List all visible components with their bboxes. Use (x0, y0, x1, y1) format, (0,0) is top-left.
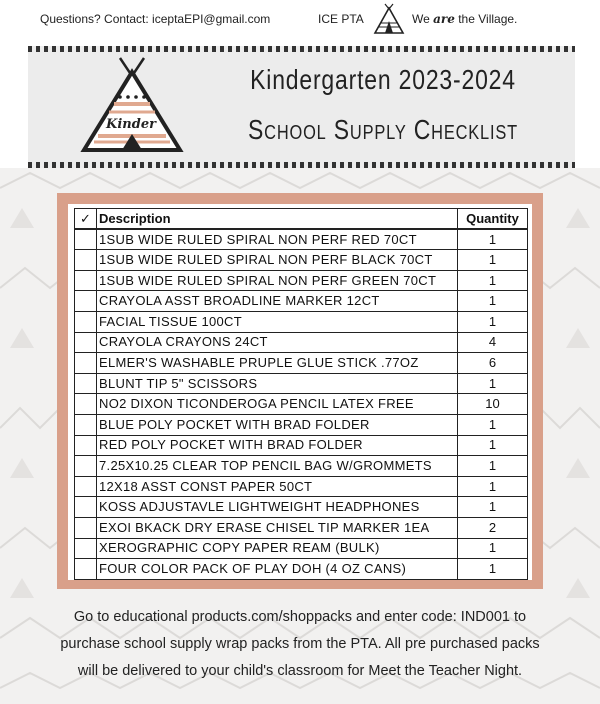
item-quantity: 1 (458, 229, 528, 250)
table-header-row (75, 209, 528, 230)
item-quantity: 1 (458, 497, 528, 518)
row-checkbox[interactable] (75, 373, 97, 394)
teepee-icon (372, 3, 406, 35)
row-checkbox[interactable] (75, 394, 97, 415)
row-checkbox[interactable] (75, 538, 97, 559)
row-checkbox[interactable] (75, 559, 97, 580)
page-subtitle: School Supply Checklist (248, 114, 518, 145)
table-row (75, 476, 528, 497)
row-checkbox[interactable] (75, 456, 97, 477)
table-row (75, 517, 528, 538)
table-row (75, 456, 528, 477)
item-description: ELMER'S WASHABLE PRUPLE GLUE STICK .77OZ (97, 353, 458, 374)
table-row (75, 250, 528, 271)
table-row (75, 435, 528, 456)
row-checkbox[interactable] (75, 476, 97, 497)
instructions-line-2: purchase school supply wrap packs from the PTA. All pre purchased packs (60, 636, 540, 652)
item-quantity: 2 (458, 517, 528, 538)
row-checkbox[interactable] (75, 270, 97, 291)
instructions-line-3: will be delivered to your child's classroom for Meet the Teacher Night. (77, 663, 523, 679)
item-description: FACIAL TISSUE 100CT (97, 311, 458, 332)
item-quantity: 1 (458, 270, 528, 291)
purchase-instructions (60, 604, 540, 685)
item-description: 7.25X10.25 CLEAR TOP PENCIL BAG W/GROMMETS (97, 456, 458, 477)
row-checkbox[interactable] (75, 291, 97, 312)
row-checkbox[interactable] (75, 517, 97, 538)
contact-bar (0, 0, 600, 40)
item-description: BLUNT TIP 5" SCISSORS (97, 373, 458, 394)
instructions-line-1: Go to educational products.com/shoppacks and enter code: IND001 to (73, 609, 527, 625)
pta-name: ICE PTA (318, 12, 364, 26)
contact-text: Questions? Contact: iceptaEPI@gmail.com (40, 12, 271, 26)
table-row (75, 394, 528, 415)
supply-checklist-table (74, 208, 528, 580)
title-banner (28, 46, 575, 168)
table-row (75, 270, 528, 291)
table-row (75, 414, 528, 435)
table-row (75, 353, 528, 374)
item-quantity: 10 (458, 394, 528, 415)
table-row (75, 497, 528, 518)
table-row (75, 538, 528, 559)
item-description: NO2 DIXON TICONDEROGA PENCIL LATEX FREE (97, 394, 458, 415)
item-quantity: 1 (458, 559, 528, 580)
item-description: FOUR COLOR PACK OF PLAY DOH (4 OZ CANS) (97, 559, 458, 580)
item-quantity: 1 (458, 435, 528, 456)
item-quantity: 6 (458, 353, 528, 374)
item-description: KOSS ADJUSTAVLE LIGHTWEIGHT HEADPHONES (97, 497, 458, 518)
page-title: Kindergarten 2023-2024 (250, 64, 516, 95)
row-checkbox[interactable] (75, 414, 97, 435)
table-row (75, 229, 528, 250)
row-checkbox[interactable] (75, 497, 97, 518)
item-description: 1SUB WIDE RULED SPIRAL NON PERF RED 70CT (97, 229, 458, 250)
item-description: 1SUB WIDE RULED SPIRAL NON PERF BLACK 70CT (97, 250, 458, 271)
zigzag-border-top (28, 46, 575, 52)
table-row (75, 332, 528, 353)
item-quantity: 1 (458, 456, 528, 477)
quantity-column-header: Quantity (458, 209, 528, 230)
description-column-header: Description (97, 209, 458, 230)
item-quantity: 1 (458, 538, 528, 559)
table-row (75, 559, 528, 580)
item-description: CRAYOLA CRAYONS 24CT (97, 332, 458, 353)
kinder-teepee-logo (76, 54, 186, 158)
row-checkbox[interactable] (75, 311, 97, 332)
item-description: CRAYOLA ASST BROADLINE MARKER 12CT (97, 291, 458, 312)
item-quantity: 1 (458, 414, 528, 435)
item-description: XEROGRAPHIC COPY PAPER REAM (BULK) (97, 538, 458, 559)
item-description: RED POLY POCKET WITH BRAD FOLDER (97, 435, 458, 456)
logo-text: Kinder (106, 117, 156, 132)
item-quantity: 1 (458, 476, 528, 497)
row-checkbox[interactable] (75, 435, 97, 456)
row-checkbox[interactable] (75, 332, 97, 353)
row-checkbox[interactable] (75, 229, 97, 250)
item-quantity: 1 (458, 373, 528, 394)
table-row (75, 311, 528, 332)
row-checkbox[interactable] (75, 353, 97, 374)
row-checkbox[interactable] (75, 250, 97, 271)
item-description: 1SUB WIDE RULED SPIRAL NON PERF GREEN 70CT (97, 270, 458, 291)
item-quantity: 4 (458, 332, 528, 353)
item-description: BLUE POLY POCKET WITH BRAD FOLDER (97, 414, 458, 435)
slogan: We are the Village. (412, 12, 518, 26)
item-quantity: 1 (458, 250, 528, 271)
table-row (75, 373, 528, 394)
item-description: 12X18 ASST CONST PAPER 50CT (97, 476, 458, 497)
item-quantity: 1 (458, 311, 528, 332)
item-quantity: 1 (458, 291, 528, 312)
table-row (75, 291, 528, 312)
check-column-header: ✓ (75, 209, 97, 230)
item-description: EXOI BKACK DRY ERASE CHISEL TIP MARKER 1EA (97, 517, 458, 538)
